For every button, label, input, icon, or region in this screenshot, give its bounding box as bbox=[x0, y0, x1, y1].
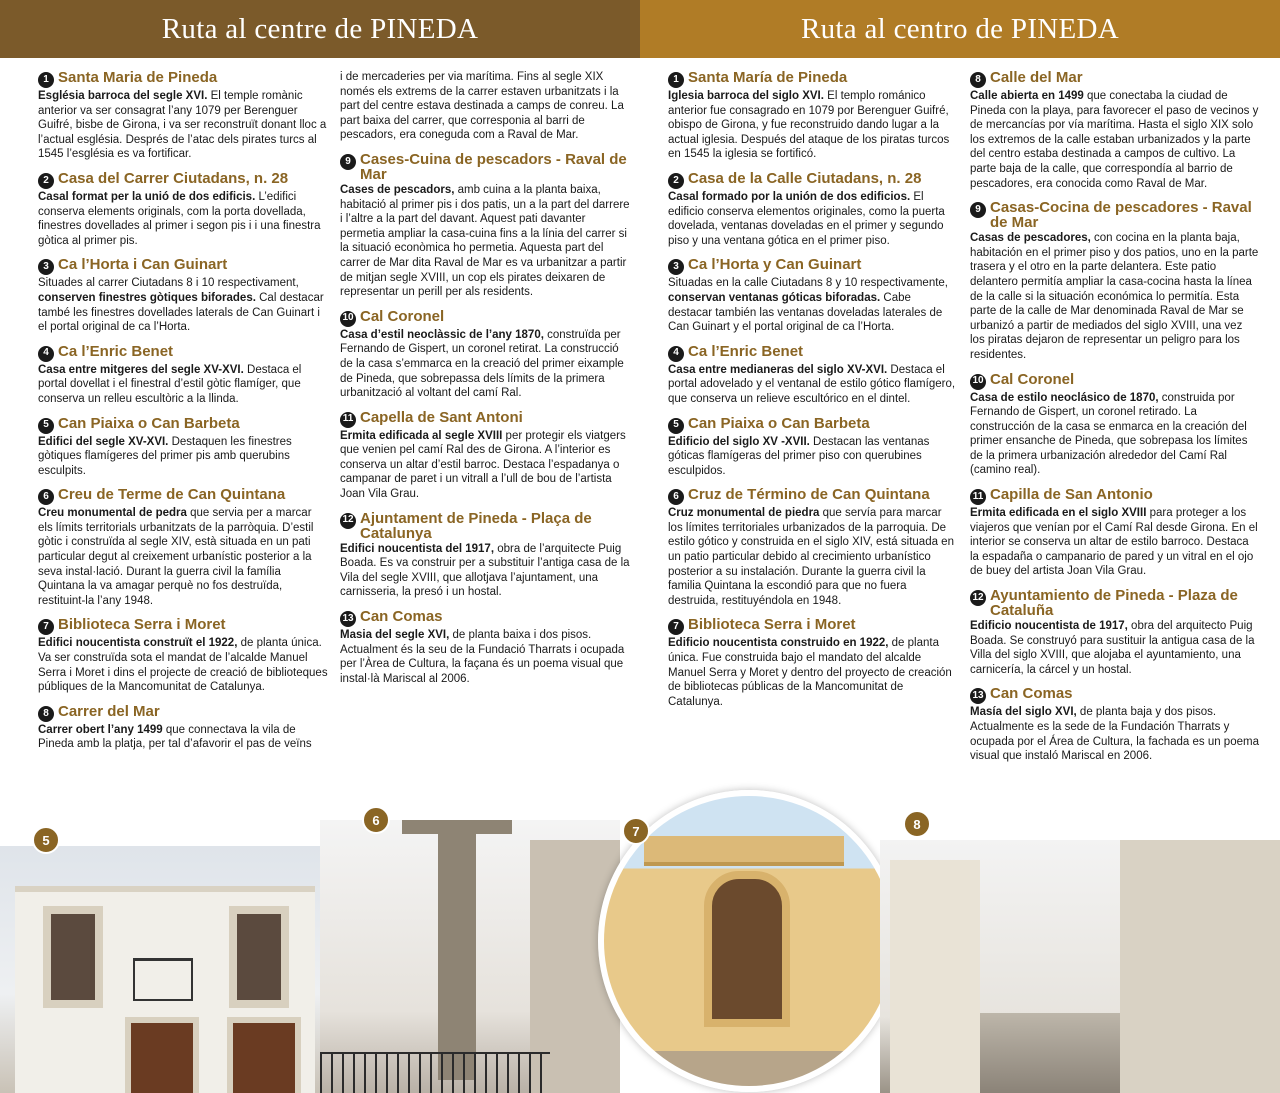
entry-body: El templo románico anterior fue consagrado en 1079 por Berenguer Guifré, obispo de Girona, y fue reconstruido dando lugar a la actual iglesia. Después del ataque de los piratas turcos en 1545 la iglesia se fortificó. bbox=[668, 90, 950, 161]
route-entry bbox=[38, 487, 328, 608]
entry-number: 12 bbox=[340, 513, 356, 529]
entry-heading bbox=[340, 410, 630, 428]
entry-lead: Cases de pescadors, bbox=[340, 183, 455, 196]
entry-number: 4 bbox=[38, 346, 54, 362]
entry-text bbox=[668, 435, 958, 479]
entry-body: de planta única. Fue construida bajo el mandato del alcalde Manuel Serra y Moret y dentro del proyecto de creación de bibliotecas públicas de la Mancomunitat de Catalunya. bbox=[668, 637, 952, 708]
entry-body: amb cuina a la planta baixa, habitació al primer pis i dos patis, un a la part del darrere i l’altre a la part del davant. Aquest pati davanter permetia ampliar la casa-cuina fins a la línia del carrer si la situació econòmica ho permetia. Aquesta part del carrer de Mar dita Raval de Mar es va urbanitzar a partir de mitjan segle XVIII, un cop els pirates deixaren de representar un perill per als residents. bbox=[340, 183, 630, 299]
entry-title: Cal Coronel bbox=[990, 370, 1075, 388]
entry-number: 8 bbox=[38, 706, 54, 722]
entry-text bbox=[668, 89, 958, 162]
entry-text bbox=[970, 89, 1260, 191]
photo-creu-de-terme bbox=[320, 820, 620, 1093]
building bbox=[890, 860, 980, 1093]
entry-heading bbox=[38, 416, 328, 434]
route-entry bbox=[340, 511, 630, 600]
entry-body: El temple romànic anterior va ser consagrat l’any 1079 per Berenguer Guifré, bisbe de Girona, i va ser reconstruït donant lloc a l’actual església. Després de l’atac dels pirates turcs al 1545 l’església es va fortificar. bbox=[38, 90, 327, 161]
entry-body: Destaca el portal adovelado y el ventanal de estilo gótico flamígero, que conserva un relieve escultórico en el dintel. bbox=[668, 363, 956, 405]
iron-fence bbox=[320, 1052, 550, 1093]
entry-heading bbox=[970, 487, 1260, 505]
continuation-text: i de mercaderies per via marítima. Fins al segle XIX només els extrems de la carrer estaven urbanitzats i la part del centre estava destinada a camps de conreu. La part baixa del carrer, que corresponia al barri de pescadors, era coneguda com a Raval de Mar. bbox=[340, 71, 624, 142]
entry-heading bbox=[970, 372, 1260, 390]
route-entry bbox=[668, 257, 958, 334]
entry-lead: Casal formado por la unión de dos edificios. bbox=[668, 190, 911, 203]
entry-lead: Cruz monumental de piedra bbox=[668, 507, 820, 520]
entry-heading bbox=[668, 257, 958, 275]
entry-title: Santa Maria de Pineda bbox=[58, 69, 218, 86]
route-entry bbox=[970, 487, 1260, 579]
route-entry bbox=[668, 171, 958, 248]
entry-lead: conservan ventanas góticas biforadas. bbox=[668, 291, 881, 304]
entry-body: Destaca el portal dovellat i el finestral d’estil gòtic flamíger, que conserva un relleu escultòric a la llinda. bbox=[38, 363, 302, 405]
route-entry bbox=[340, 410, 630, 502]
entry-text bbox=[38, 363, 328, 407]
entry-number: 4 bbox=[668, 346, 684, 362]
entry-title: Ca l’Horta i Can Guinart bbox=[58, 256, 228, 274]
stone-cross bbox=[438, 820, 476, 1080]
door bbox=[227, 1017, 301, 1093]
entry-body: L’edifici conserva elements originals, com la porta dovellada, finestres dovellades al primer i segon pis i i una finestra gòtica al primer pis. bbox=[38, 190, 321, 247]
entry-body: El edificio conserva elementos originales, como la puerta dovelada, ventanas doveladas en el primer y segundo piso y una ventana gótica en el primer piso. bbox=[668, 190, 945, 247]
header-left bbox=[0, 0, 640, 58]
route-entry bbox=[38, 344, 328, 407]
entry-lead: Calle abierta en 1499 bbox=[970, 90, 1084, 102]
entry-heading bbox=[970, 588, 1260, 618]
route-entry bbox=[38, 70, 328, 162]
entry-title: Creu de Terme de Can Quintana bbox=[58, 486, 286, 504]
entry-title: Cruz de Término de Can Quintana bbox=[688, 486, 930, 504]
route-entry bbox=[970, 372, 1260, 479]
entry-heading bbox=[38, 617, 328, 635]
entry-text bbox=[668, 276, 958, 334]
entry-text bbox=[340, 542, 630, 600]
entry-text bbox=[38, 723, 328, 752]
route-entry bbox=[970, 70, 1260, 191]
entry-heading bbox=[340, 609, 630, 627]
entry-lead: Edifici noucentista construït el 1922, bbox=[38, 637, 238, 650]
entry-lead: Casa d’estil neoclàssic de l’any 1870, bbox=[340, 328, 544, 341]
entry-title: Santa María de Pineda bbox=[688, 69, 848, 86]
entry-lead: Casa de estilo neoclásico de 1870, bbox=[970, 391, 1159, 404]
entry-text bbox=[668, 190, 958, 248]
entry-number: 10 bbox=[970, 374, 986, 390]
entry-number: 12 bbox=[970, 590, 986, 606]
entry-body: Cal destacar també les finestres dovellades laterals de Can Guinart i el portal original de ca l’Horta. bbox=[38, 291, 324, 334]
route-entry bbox=[668, 344, 958, 407]
entry-body: para proteger a los viajeros que venían por el Camí Ral desde Girona. En el interior se conserva un altar de estilo barroco. Destaca la espadaña o campanario de pared y un vitral en el ojo de buey del artista Joan Vila Grau. bbox=[970, 507, 1258, 578]
entry-text bbox=[668, 636, 958, 709]
entry-text bbox=[38, 435, 328, 479]
entry-lead: Església barroca del segle XVI. bbox=[38, 90, 208, 102]
column-es-2 bbox=[970, 70, 1260, 773]
route-entry bbox=[970, 686, 1260, 763]
entry-title: Carrer del Mar bbox=[58, 702, 160, 720]
entry-body: con cocina en la planta baja, habitación en el primer piso y dos patios, uno en la parte trasera y el otro en la parte delantera. Este patio delantero permitía ampliar la casa-cocina hasta la línea de la calle si la situación económica lo permitía. Esta parte de la calle de Mar denominada Raval de Mar se urbanizó a partir de mediados del siglo XVIII, una vez los piratas dejaron de representar un peligro para los residentes. bbox=[970, 232, 1259, 361]
entry-heading bbox=[970, 70, 1260, 88]
entry-title: Ca l’Enric Benet bbox=[58, 342, 174, 360]
entry-number: 13 bbox=[970, 688, 986, 704]
entry-body: per protegir els viatgers que venien pel camí Ral des de Girona. A l’interior es conserva un altar d’estil barroc. Destaca l’espadanya o campanar de paret i un vitrall a l’ull de bou de l’artista Joan Vila Grau. bbox=[340, 429, 626, 501]
route-entry bbox=[340, 609, 630, 686]
entry-lead: Masia del segle XVI, bbox=[340, 629, 450, 642]
building bbox=[1120, 840, 1280, 1093]
route-entry bbox=[38, 617, 328, 694]
entry-title: Ca l’Horta y Can Guinart bbox=[688, 256, 862, 274]
photo-can-piaixa bbox=[0, 846, 330, 1093]
entry-heading bbox=[970, 200, 1260, 230]
photo-carrer-del-mar bbox=[880, 840, 1280, 1093]
entry-number: 11 bbox=[970, 489, 986, 505]
entry-title: Biblioteca Serra i Moret bbox=[58, 616, 226, 634]
entry-title: Capilla de San Antonio bbox=[990, 486, 1153, 504]
entry-text bbox=[38, 276, 328, 334]
entry-number: 3 bbox=[38, 259, 54, 275]
entry-number: 6 bbox=[38, 489, 54, 505]
entry-title: Ajuntament de Pineda - Plaça de Catalunya bbox=[360, 509, 592, 542]
entry-title: Biblioteca Serra i Moret bbox=[688, 616, 856, 634]
stone-cross-arm bbox=[402, 820, 512, 834]
entry-heading bbox=[38, 171, 328, 189]
entry-heading bbox=[340, 309, 630, 327]
entry-text bbox=[38, 636, 328, 694]
entry-lead: Casa entre mitgeres del segle XV-XVI. bbox=[38, 363, 244, 376]
house-facade bbox=[15, 886, 315, 1093]
entry-title: Casa del Carrer Ciutadans, n. 28 bbox=[58, 169, 289, 187]
entry-text bbox=[340, 628, 630, 686]
route-entry bbox=[340, 309, 630, 401]
route-entry bbox=[668, 487, 958, 608]
entry-title: Casa de la Calle Ciutadans, n. 28 bbox=[688, 169, 922, 187]
entry-number: 13 bbox=[340, 611, 356, 627]
arched-door bbox=[704, 871, 790, 1027]
entry-body: Situades al carrer Ciutadans 8 i 10 respectivament, bbox=[38, 277, 299, 290]
entry-body: construida por Fernando de Gispert, un coronel retirado. La construcción de la casa se enmarca en la creación del primer ensanche de Pineda, que sobrepasa los límites de la primera urbanización alrededor del Camí Ral (camino real). bbox=[970, 391, 1248, 477]
entry-body: que servia per a marcar els límits territorials urbanitzats de la parròquia. D’estil gòtic i construïda al segle XIV, està situada en un pati particular degut al creixement urbanístic posterior a la seva instal·lació. Durant la guerra civil la família Quintana la va amagar perquè no fos destruïda, restituint-la l’any 1948. bbox=[38, 507, 314, 607]
entry-body: construïda per Fernando de Gispert, un coronel retirat. La construcció de la casa s’emmarca en la creació del primer eixample de Pineda, que sobrepassa dels límits de la primera urbanització al voltant del camí Ral. bbox=[340, 328, 624, 400]
entry-text bbox=[668, 363, 958, 407]
entry-text bbox=[38, 506, 328, 608]
entry-body: de planta única. Va ser construïda sota el mandat de l’alcalde Manuel Serra i Moret i dins el projecte de creació de biblioteques públiques de la Mancomunitat de Catalunya. bbox=[38, 637, 328, 694]
entry-title: Calle del Mar bbox=[990, 69, 1083, 86]
entry-lead: Edificio del siglo XV -XVII. bbox=[668, 435, 810, 448]
entry-lead: Carrer obert l’any 1499 bbox=[38, 723, 163, 736]
route-entry bbox=[38, 416, 328, 479]
entry-title: Can Comas bbox=[360, 608, 443, 626]
route-entry bbox=[668, 617, 958, 709]
entry-heading bbox=[38, 257, 328, 275]
entry-text bbox=[970, 506, 1260, 579]
entry-lead: Edifici del segle XV-XVI. bbox=[38, 435, 169, 448]
entry-text bbox=[38, 89, 328, 162]
entry-number: 1 bbox=[38, 72, 54, 88]
route-entry bbox=[668, 70, 958, 162]
street bbox=[980, 1013, 1120, 1093]
entry-text bbox=[970, 231, 1260, 362]
route-entry bbox=[38, 704, 328, 752]
entry-lead: Edificio noucentista construido en 1922, bbox=[668, 637, 889, 650]
column-es-1 bbox=[668, 70, 958, 718]
entry-heading bbox=[38, 70, 328, 88]
entry-lead: Ermita edificada en el siglo XVIII bbox=[970, 507, 1147, 520]
entry-lead: Edificio noucentista de 1917, bbox=[970, 620, 1128, 633]
entry-number: 7 bbox=[38, 619, 54, 635]
entry-body: que connectava la vila de Pineda amb la platja, per tal d’afavorir el pas de veïns bbox=[38, 723, 312, 751]
column-ca-2 bbox=[340, 70, 630, 695]
route-entry bbox=[38, 257, 328, 334]
entry-text bbox=[970, 705, 1260, 763]
entry-number: 10 bbox=[340, 311, 356, 327]
entry-body: obra de l’arquitecte Puig Boada. Es va construir per a substituir l’antiga casa de la Vila del segle XVIII, que allotjava l’ajuntament, una carnisseria, la presó i un hostal. bbox=[340, 542, 630, 599]
entry-lead: Ermita edificada al segle XVIII bbox=[340, 429, 503, 442]
entry-body: que servía para marcar los límites territoriales urbanizados de la parroquia. De estilo gótico y construida en el siglo XIV, está situada en un patio particular debido al crecimiento urbanístico posterior a su instalación. Durante la guerra civil la familia Quintana la escondió para que no fuera destruida, restituyéndola en 1948. bbox=[668, 507, 954, 607]
entry-body: Destaquen les finestres gòtiques flamígeres del primer pis amb querubins esculpits. bbox=[38, 435, 292, 477]
entry-number: 9 bbox=[340, 154, 356, 170]
header-right bbox=[640, 0, 1280, 58]
door bbox=[125, 1017, 199, 1093]
entry-number: 5 bbox=[668, 418, 684, 434]
entry-title: Ayuntamiento de Pineda - Plaza de Cataluña bbox=[990, 587, 1238, 620]
entry-heading bbox=[668, 416, 958, 434]
entry-text bbox=[38, 190, 328, 248]
entry-heading bbox=[970, 686, 1260, 704]
gothic-window bbox=[43, 906, 103, 1008]
entry-lead: Masía del siglo XVI, bbox=[970, 706, 1077, 719]
entry-lead: conserven finestres gòtiques biforades. bbox=[38, 291, 256, 304]
route-entry bbox=[38, 171, 328, 248]
entry-title: Can Comas bbox=[990, 685, 1073, 703]
entry-number: 7 bbox=[668, 619, 684, 635]
page-title-es: Ruta al centro de PINEDA bbox=[800, 12, 1120, 45]
photo-badge-6: 6 bbox=[362, 806, 390, 834]
entry-heading bbox=[668, 344, 958, 362]
photo-badge-5: 5 bbox=[32, 826, 60, 854]
photo-badge-8: 8 bbox=[903, 810, 931, 838]
gothic-window bbox=[229, 906, 289, 1008]
entry-heading bbox=[340, 511, 630, 541]
entry-title: Can Piaixa o Can Barbeta bbox=[58, 414, 240, 432]
route-entry bbox=[970, 200, 1260, 362]
entry-number: 2 bbox=[38, 173, 54, 189]
entry-text bbox=[340, 183, 630, 300]
entry-lead: Iglesia barroca del siglo XVI. bbox=[668, 90, 824, 102]
entry-heading bbox=[38, 487, 328, 505]
entry-heading bbox=[38, 704, 328, 722]
entry-body: Destacan las ventanas góticas flamígeras del primer piso con querubines esculpidos. bbox=[668, 435, 930, 477]
entry-heading bbox=[668, 70, 958, 88]
route-entry bbox=[970, 588, 1260, 677]
entry-heading bbox=[38, 344, 328, 362]
photo-strip bbox=[0, 812, 1280, 1093]
entry-title: Cal Coronel bbox=[360, 307, 445, 325]
photo-badge-7: 7 bbox=[622, 817, 650, 845]
entry-title: Casas-Cocina de pescadores - Raval de Mar bbox=[990, 199, 1252, 232]
entry-body: que conectaba la ciudad de Pineda con la playa, para favorecer el paso de vecinos y de mercancías por vía marítima. Hasta el siglo XIX solo los extremos de la calle estaban urbanizados y la parte del centro estaba destinada a campos de cultivo. La parte baja de la calle, que correspondía al barrio de pescadores, era conocida como Raval de Mar. bbox=[970, 90, 1259, 190]
entry-number: 9 bbox=[970, 202, 986, 218]
entry-text bbox=[340, 328, 630, 401]
entry-body: de planta baixa i dos pisos. Actualment és la seu de la Fundació Tharrats i ocupada per l’Àrea de Cultura, la façana és un poema visual que instal·là Mariscal al 2006. bbox=[340, 629, 625, 685]
entry-number: 6 bbox=[668, 489, 684, 505]
entry-number: 8 bbox=[970, 72, 986, 88]
pediment bbox=[644, 836, 844, 866]
entry-text bbox=[970, 391, 1260, 479]
entry-heading bbox=[668, 617, 958, 635]
entry-lead: Casal format per la unió de dos edificis. bbox=[38, 190, 256, 203]
entry-lead: Edifici noucentista del 1917, bbox=[340, 542, 495, 555]
entry-heading bbox=[668, 171, 958, 189]
entry-number: 3 bbox=[668, 259, 684, 275]
column-ca-1 bbox=[38, 70, 328, 761]
entry-text bbox=[970, 619, 1260, 677]
route-entry bbox=[340, 152, 630, 300]
entry-text bbox=[340, 429, 630, 502]
entry-heading bbox=[340, 152, 630, 182]
entry-text bbox=[668, 506, 958, 608]
route-entry bbox=[668, 416, 958, 479]
balcony bbox=[133, 958, 193, 1001]
entry-number: 5 bbox=[38, 418, 54, 434]
entry-body: Situadas en la calle Ciutadans 8 y 10 respectivamente, bbox=[668, 277, 948, 290]
entry-body: obra del arquitecto Puig Boada. Se construyó para sustituir la antigua casa de la Villa del siglo XVIII, que alojaba el ayuntamiento, una carnicería, la cárcel y un hostal. bbox=[970, 620, 1255, 676]
entry-lead: Casa entre medianeras del siglo XV-XVI. bbox=[668, 363, 888, 376]
entry-number: 1 bbox=[668, 72, 684, 88]
entry-body: Cabe destacar también las ventanas doveladas laterales de Can Guinart y el portal original de ca l’Horta. bbox=[668, 291, 943, 334]
entry-number: 11 bbox=[340, 412, 356, 428]
entry-body: de planta baja y dos pisos. Actualmente es la sede de la Fundación Tharrats y ocupada por el Área de Cultura, la fachada es un poema visual que instaló Mariscal en 2006. bbox=[970, 706, 1259, 763]
entry-lead: Casas de pescadores, bbox=[970, 232, 1091, 245]
entry-title: Cases-Cuina de pescadors - Raval de Mar bbox=[360, 150, 627, 183]
entry-title: Can Piaixa o Can Barbeta bbox=[688, 414, 870, 432]
entry-lead: Creu monumental de pedra bbox=[38, 507, 187, 520]
entry-heading bbox=[668, 487, 958, 505]
page-title-ca: Ruta al centre de PINEDA bbox=[161, 12, 479, 45]
entry-title: Ca l’Enric Benet bbox=[688, 342, 804, 360]
entry-number: 2 bbox=[668, 173, 684, 189]
entry-title: Capella de Sant Antoni bbox=[360, 408, 523, 426]
